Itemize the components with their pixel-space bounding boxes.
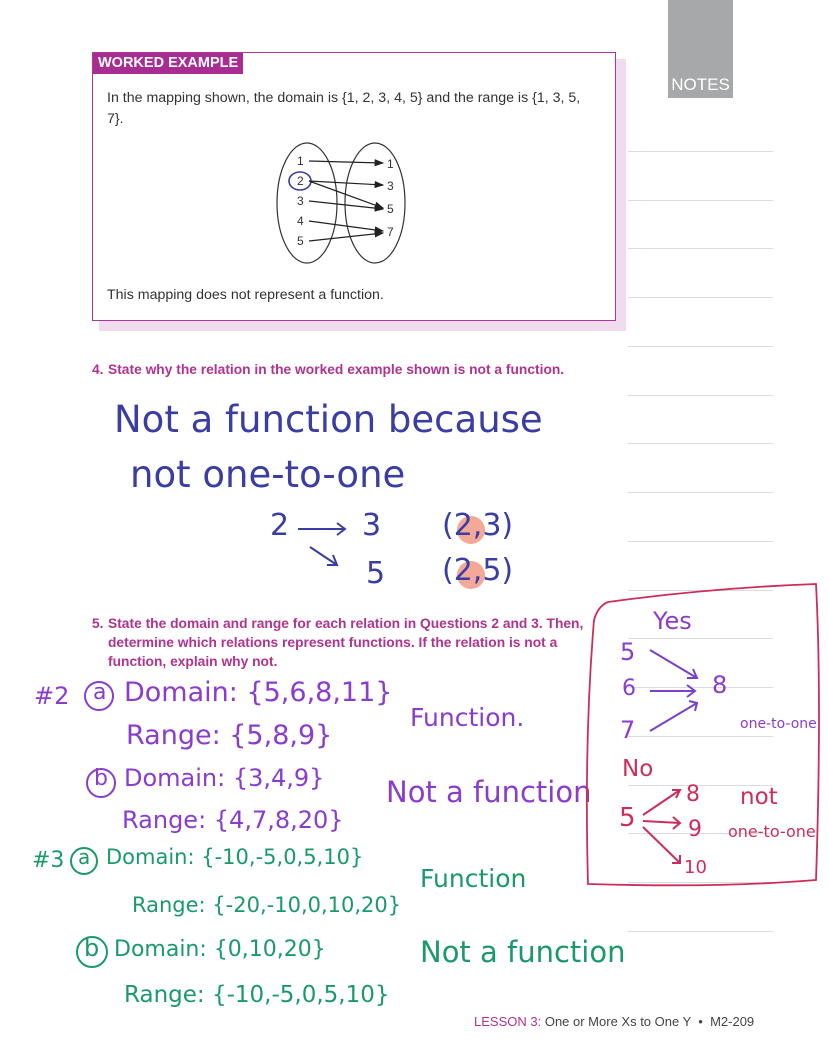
note-line: [628, 297, 773, 298]
side-no-note-2: one-to-one: [728, 822, 816, 841]
side-no-range-1: 8: [686, 782, 700, 807]
question-5: [92, 614, 592, 671]
footer-title: One or More Xs to One Y: [544, 1014, 692, 1029]
q2b-part: b: [94, 766, 108, 791]
svg-text:1: 1: [387, 157, 394, 171]
q3a-range: Range: {-20,-10,0,10,20}: [132, 893, 402, 917]
svg-text:7: 7: [387, 225, 394, 239]
q2b-range: Range: {4,7,8,20}: [122, 806, 344, 834]
q4-map-to-3: 3: [362, 508, 382, 543]
side-yes-range: 8: [712, 671, 728, 699]
svg-text:2: 2: [297, 174, 304, 188]
side-yes-domain-2: 6: [622, 676, 636, 701]
question-number: 5.: [92, 616, 104, 631]
side-no-domain: 5: [619, 803, 636, 833]
side-no-range-2: 9: [688, 817, 702, 842]
worked-example-intro: In the mapping shown, the domain is {1, 2, 3, 4, 5} and the range is {1, 3, 5, 7}.: [107, 90, 581, 127]
note-line: [628, 151, 773, 152]
side-no-note-1: not: [740, 784, 778, 810]
mapping-diagram-svg: [263, 139, 433, 269]
q3-label: #3: [32, 848, 65, 873]
side-yes-domain-3: 7: [620, 716, 636, 744]
q3a-part: a: [78, 845, 91, 869]
q4-answer-line2: not one-to-one: [130, 453, 406, 496]
q3b-range: Range: {-10,-5,0,5,10}: [124, 982, 390, 1008]
q4-pair-2: (2,5): [442, 553, 514, 588]
mapping-diagram: [263, 139, 433, 273]
note-line: [628, 346, 773, 347]
svg-text:5: 5: [297, 234, 304, 248]
notes-label: NOTES: [671, 75, 730, 94]
note-line: [628, 395, 773, 396]
question-text: State the domain and range for each relation in Questions 2 and 3. Then, determine which relations represent functions. If the relation is not a function, explain why not.: [108, 616, 584, 669]
q2b-domain: Domain: {3,4,9}: [124, 764, 325, 792]
side-note-border: [580, 580, 828, 900]
question-number: 4.: [92, 362, 104, 377]
side-yes-label: Yes: [653, 607, 692, 635]
side-yes-note: one-to-one: [740, 716, 817, 732]
footer-page-number: M2-209: [710, 1014, 755, 1029]
q2a-range: Range: {5,8,9}: [126, 720, 333, 751]
note-line: [628, 931, 773, 932]
q4-map-from: 2: [270, 508, 290, 543]
side-yes-domain-1: 5: [620, 638, 636, 666]
worked-example-label: WORKED EXAMPLE: [93, 53, 243, 74]
page-footer: [474, 1014, 754, 1029]
q3b-part: b: [84, 934, 100, 962]
q4-pair-1: (2,3): [442, 508, 514, 543]
note-line: [628, 492, 773, 493]
q2-label: #2: [34, 682, 70, 710]
q4-map-to-5: 5: [366, 556, 386, 591]
q3b-verdict: Not a function: [420, 935, 626, 969]
note-line: [628, 248, 773, 249]
q4-answer-line1: Not a function because: [114, 398, 543, 441]
q2a-verdict: Function.: [410, 703, 525, 732]
question-4: [92, 360, 582, 379]
worked-example-conclusion: This mapping does not represent a function.: [107, 287, 384, 303]
svg-text:1: 1: [297, 154, 304, 168]
q4-map-arrows: [295, 515, 355, 575]
notes-tab: [668, 0, 733, 98]
note-line: [628, 443, 773, 444]
q3a-domain: Domain: {-10,-5,0,5,10}: [106, 845, 364, 869]
svg-text:3: 3: [387, 179, 394, 193]
q2b-verdict: Not a function: [386, 775, 592, 809]
note-line: [628, 541, 773, 542]
note-line: [628, 200, 773, 201]
svg-text:3: 3: [297, 194, 304, 208]
question-text: State why the relation in the worked example shown is not a function.: [108, 362, 565, 377]
side-no-range-3: 10: [684, 857, 707, 878]
svg-text:4: 4: [297, 214, 304, 228]
footer-bullet: •: [698, 1014, 703, 1029]
side-yes-arrows: [645, 645, 715, 735]
worked-example-box: [92, 52, 616, 321]
footer-lesson: LESSON 3:: [474, 1014, 542, 1029]
svg-text:5: 5: [387, 202, 394, 216]
side-no-label: No: [622, 756, 654, 782]
q3b-domain: Domain: {0,10,20}: [114, 937, 326, 962]
q2a-domain: Domain: {5,6,8,11}: [124, 677, 393, 708]
q3a-verdict: Function: [420, 864, 527, 893]
q2a-part: a: [93, 680, 107, 705]
